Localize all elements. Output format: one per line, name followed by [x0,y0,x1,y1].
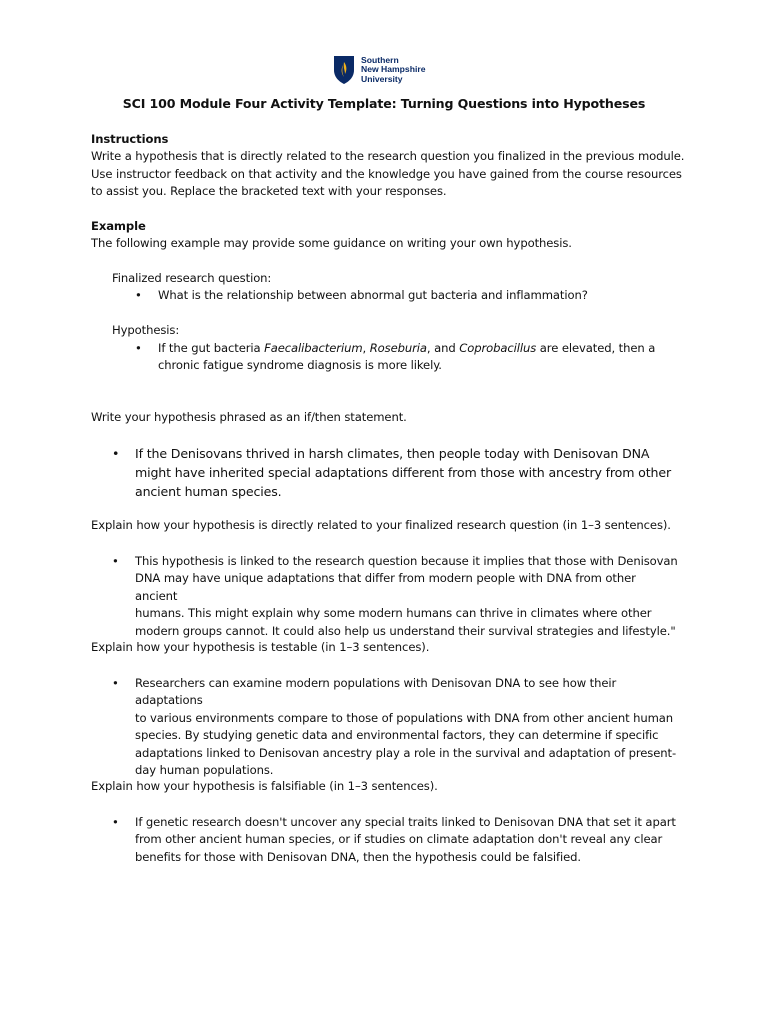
answer-if-then [112,444,680,501]
instructions-line-3: to assist you. Replace the bracketed text with your responses. [91,184,447,198]
hypothesis-text-4: are elevated, then a [536,341,656,355]
hypothesis-text-2: , [362,341,370,355]
example-intro: The following example may provide some guidance on writing your own hypothesis. [91,236,572,250]
bullet-icon: • [112,446,120,461]
hypothesis-text-3: , and [426,341,460,355]
answer-line: Researchers can examine modern populations with Denisovan DNA to see how their adaptations [135,676,617,708]
research-question-text: What is the relationship between abnormal gut bacteria and inflammation? [158,288,588,302]
answer-line: from other ancient human species, or if studies on climate adaptation don't reveal any clear [135,832,663,847]
answer-line: day human populations. [135,763,274,778]
answer-related [112,553,680,640]
bacteria-name-3: Coprobacillus [459,341,537,355]
logo-line-3: University [361,73,403,84]
bullet-icon: • [135,341,142,355]
bullet-icon: • [135,288,142,302]
bacteria-name-2: Roseburia [369,341,427,355]
document-title: SCI 100 Module Four Activity Template: Turning Questions into Hypotheses [122,96,646,111]
answer-line: modern groups cannot. It could also help us understand their survival strategies and lifestyle." [135,623,676,638]
answer-line: adaptations linked to Denisovan ancestry play a role in the survival and adaptation of present- [135,745,677,760]
logo-wordmark [361,56,425,84]
shield-logo-icon [333,55,355,85]
prompt-falsifiable: Explain how your hypothesis is falsifiable (in 1–3 sentences). [91,779,438,793]
bacteria-name-1: Faecalibacterium [264,341,363,355]
logo-line-1: Southern [361,54,399,65]
instructions-line-1: Write a hypothesis that is directly related to the research question you finalized in the previous module. [91,149,685,163]
answer-line: to various environments compare to those of populations with DNA from other ancient human [135,710,674,725]
answer-line: humans. This might explain why some modern humans can thrive in climates where other [135,606,652,621]
answer-line: If the Denisovans thrived in harsh climates, then people today with Denisovan DNA [135,446,650,461]
bullet-icon: • [112,815,119,829]
prompt-testable: Explain how your hypothesis is testable (in 1–3 sentences). [91,640,430,654]
answer-line: might have inherited special adaptations different from those with ancestry from other [135,465,671,480]
hypothesis-text-1: If the gut bacteria [158,341,265,355]
answer-line: ancient human species. [135,484,282,499]
logo-line-2: New Hampshire [361,64,426,75]
answer-line: species. By studying genetic data and environmental factors, they can determine if specific [135,728,659,743]
prompt-related: Explain how your hypothesis is directly related to your finalized research question (in 1–3 sentences). [91,518,671,532]
answer-line: This hypothesis is linked to the research question because it implies that those with Denisovan [135,554,678,568]
example-hypothesis-item [135,340,678,375]
answer-line: If genetic research doesn't uncover any special traits linked to Denisovan DNA that set it apart [135,815,676,829]
instructions-line-2: Use instructor feedback on that activity and the knowledge you have gained from the course resources [91,167,682,181]
answer-line: DNA may have unique adaptations that differ from modern people with DNA from other ancient [135,571,636,603]
example-heading: Example [91,219,146,233]
university-logo [333,55,425,85]
research-question-label: Finalized research question: [112,271,272,285]
bullet-icon: • [112,676,119,690]
answer-line: benefits for those with Denisovan DNA, then the hypothesis could be falsified. [135,849,582,864]
research-question-item [135,287,678,304]
answer-testable [112,675,680,779]
bullet-icon: • [112,554,119,568]
instructions-heading: Instructions [91,132,169,146]
answer-falsifiable [112,814,680,866]
hypothesis-label: Hypothesis: [112,323,180,337]
prompt-if-then: Write your hypothesis phrased as an if/then statement. [91,410,407,424]
hypothesis-text-line-2: chronic fatigue syndrome diagnosis is more likely. [158,358,442,373]
